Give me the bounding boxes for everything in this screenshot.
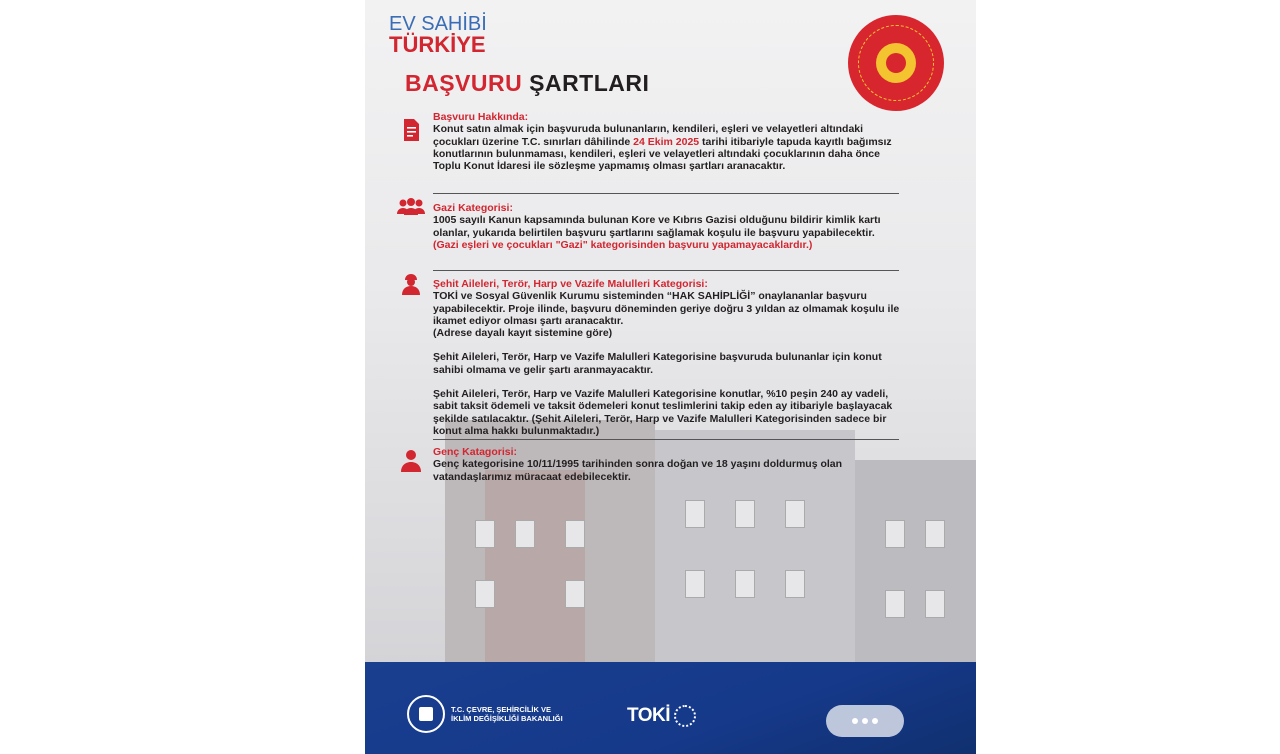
text-after: tarihi itibariyle tapuda kayıtlı bağımsız konutlarının bulunmaması, kendileri, eşleri ve velayetleri altındaki çocuklarının daha önce Toplu Konut İdaresi ile sözleşme yapmamış olması şartları aranacaktır. xyxy=(433,135,892,173)
ministry-name: T.C. ÇEVRE, ŞEHİRCİLİK VE İKLİM DEĞİŞİKLİĞİ BAKANLIĞI xyxy=(451,705,563,723)
title-part2: ŞARTLARI xyxy=(529,70,650,96)
window xyxy=(925,590,945,618)
person-icon xyxy=(399,448,423,472)
dot-icon xyxy=(872,718,878,724)
window xyxy=(885,520,905,548)
section-heading: Gazi Kategorisi: xyxy=(433,202,513,214)
window xyxy=(885,590,905,618)
presidential-seal-icon xyxy=(848,15,944,111)
window xyxy=(925,520,945,548)
section-veteran xyxy=(433,202,903,251)
title-part1: BAŞVURU xyxy=(405,70,523,96)
section-heading: Genç Katagorisi: xyxy=(433,446,518,458)
section-paragraph: TOKİ ve Sosyal Güvenlik Kurumu sisteminden “HAK SAHİPLİĞİ” onaylananlar başvuru yapabilecektir. Proje ilinde, başvuru döneminden geriye doğru 3 yıldan az olmamak koşulu ile ikamet ediyor olması şartı aranacaktır. xyxy=(433,290,900,327)
window xyxy=(785,500,805,528)
section-text: Genç kategorisine 10/11/1995 tarihinden sonra doğan ve 18 yaşını doldurmuş olan vatandaşlarımız müracaat edebilecektir. xyxy=(433,458,843,483)
page-title xyxy=(405,70,649,97)
section-heading: Şehit Aileleri, Terör, Harp ve Vazife Malulleri Kategorisi: xyxy=(433,278,708,290)
group-icon xyxy=(395,196,427,220)
text: 1005 sayılı Kanun kapsamında bulunan Kore ve Kıbrıs Gazisi olduğunu bildirir kimlik kartı olanlar, yukarıda belirtilen başvuru şartlarını sağlamak koşulu ile başvuru yapabilecektir. xyxy=(433,214,881,239)
logo-line1: EV SAHİBİ xyxy=(389,13,487,35)
window xyxy=(685,500,705,528)
divider xyxy=(433,193,899,194)
poster xyxy=(365,0,976,754)
dot-icon xyxy=(862,718,868,724)
window xyxy=(565,580,585,608)
ministry-emblem-icon xyxy=(407,695,445,733)
window xyxy=(685,570,705,598)
divider xyxy=(433,270,899,271)
section-youth xyxy=(433,446,903,483)
date-highlight: 24 Ekim 2025 xyxy=(633,135,700,148)
section-application-info xyxy=(433,111,903,172)
section-heading: Başvuru Hakkında: xyxy=(433,111,529,123)
building-background xyxy=(855,460,976,680)
section-martyr-families xyxy=(433,278,903,437)
section-paragraph: Şehit Aileleri, Terör, Harp ve Vazife Malulleri Kategorisine konutlar, %10 peşin 240 ay vadeli, sabit taksit ödemeli ve taksit ödemeleri konut teslimlerini takip eden ay itibariyle başlayacak şekilde satılacaktır. (Şehit Aileleri, Terör, Harp ve Vazife Malulleri Kategorisinden sadece bir konut alma hakkı bulunmaktadır.) xyxy=(433,388,893,437)
window xyxy=(475,580,495,608)
window xyxy=(785,570,805,598)
building-facade xyxy=(485,470,585,680)
document-icon xyxy=(399,118,423,142)
divider xyxy=(433,439,899,440)
section-text xyxy=(433,123,903,172)
more-options-button[interactable] xyxy=(826,705,904,737)
section-text xyxy=(433,214,903,251)
toki-logo xyxy=(627,705,696,727)
soldier-icon xyxy=(399,272,423,296)
dot-icon xyxy=(852,718,858,724)
toki-sun-icon xyxy=(674,705,696,727)
window xyxy=(475,520,495,548)
section-paragraph: (Adrese dayalı kayıt sistemine göre) xyxy=(433,327,613,340)
toki-wordmark: TOKİ xyxy=(627,705,671,726)
window xyxy=(735,570,755,598)
section-paragraph: Şehit Aileleri, Terör, Harp ve Vazife Malulleri Kategorisine başvuruda bulunanlar için konut sahibi olmama ve gelir şartı aranmayacaktır. xyxy=(433,351,882,376)
logo-line2: TÜRKİYE xyxy=(389,32,486,57)
ev-sahibi-turkiye-logo xyxy=(389,14,487,56)
ministry-logo xyxy=(407,695,571,733)
window xyxy=(735,500,755,528)
note-highlight: (Gazi eşleri ve çocukları "Gazi" kategorisinden başvuru yapamayacaklardır.) xyxy=(433,238,813,251)
text-before: Konut satın almak için başvuruda bulunanların, kendileri, eşleri ve velayetleri altındaki çocukları üzerine T.C. sınırları dâhilinde xyxy=(433,123,864,148)
window xyxy=(515,520,535,548)
window xyxy=(565,520,585,548)
